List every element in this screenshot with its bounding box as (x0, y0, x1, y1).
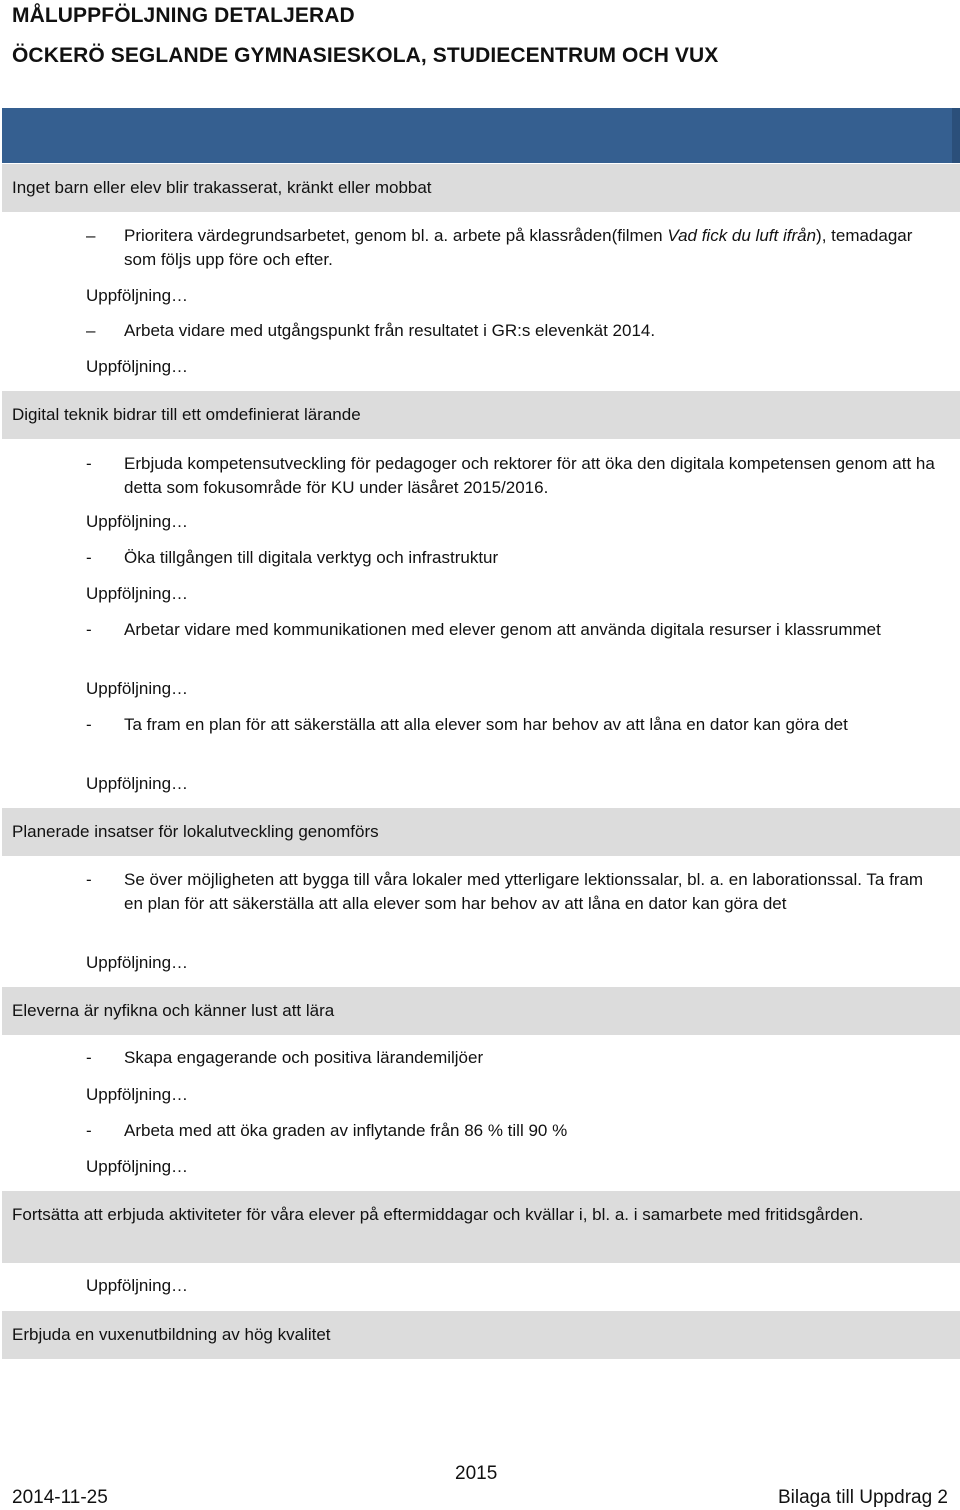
list-item-text: Öka tillgången till digitala verktyg och infrastruktur (124, 548, 499, 567)
list-dash: - (86, 715, 92, 734)
section-heading: Fortsätta att erbjuda aktiviteter för våra elever på eftermiddagar och kvällar i, bl. a. i samarbete med fritidsgården. (2, 1191, 960, 1263)
list-dash: - (86, 454, 92, 473)
followup-label: Uppföljning… (86, 1157, 189, 1176)
list-item (86, 546, 946, 570)
followup-label: Uppföljning… (86, 512, 189, 531)
section-heading: Erbjuda en vuxenutbildning av hög kvalitet (2, 1311, 960, 1359)
section-heading: Digital teknik bidrar till ett omdefinierat lärande (2, 391, 960, 439)
followup-label: Uppföljning… (86, 1276, 189, 1295)
list-dash: – (86, 321, 96, 340)
list-item-text: Ta fram en plan för att säkerställa att alla elever som har behov av att låna en dator kan göra det (124, 715, 848, 734)
followup-label: Uppföljning… (86, 1085, 189, 1104)
list-item-text: Arbeta med att öka graden av inflytande från 86 % till 90 % (124, 1121, 568, 1140)
list-item (86, 224, 946, 272)
list-item (86, 1119, 946, 1143)
list-dash: - (86, 870, 92, 889)
list-item-text: Se över möjligheten att bygga till våra lokaler med ytterligare lektionssalar, bl. a. en laborationssal. Ta fram en plan för att säkerställa att alla elever som har behov av att låna en dator kan göra det (124, 870, 924, 913)
section-heading: Planerade insatser för lokalutveckling genomförs (2, 808, 960, 856)
list-item-text: Erbjuda kompetensutveckling för pedagoger och rektorer för att öka den digitala kompetensen genom att ha detta som fokusområde för KU under läsåret 2015/2016. (124, 454, 935, 497)
list-item-text: Arbetar vidare med kommunikationen med elever genom att använda digitala resurser i klassrummet (124, 620, 881, 639)
page-title: MÅLUPPFÖLJNING DETALJERAD (12, 4, 355, 27)
followup-label: Uppföljning… (86, 953, 189, 972)
followup-label: Uppföljning… (86, 286, 189, 305)
footer-year: 2015 (455, 1463, 498, 1484)
list-item (86, 618, 946, 642)
list-item (86, 1046, 946, 1070)
list-item-text: Arbeta vidare med utgångspunkt från resultatet i GR:s elevenkät 2014. (124, 321, 656, 340)
footer-attachment-label: Bilaga till Uppdrag 2 (777, 1487, 948, 1508)
footer-date: 2014-11-25 (12, 1487, 108, 1508)
list-dash: - (86, 1121, 92, 1140)
list-item-text: Prioritera värdegrundsarbetet, genom bl. a. arbete på klassråden(filmen Vad fick du luft ifrån), temadagar som följs upp före och efter. (124, 226, 913, 269)
list-dash: - (86, 1048, 92, 1067)
header-bar (2, 108, 960, 163)
list-item (86, 713, 946, 737)
section-heading: Inget barn eller elev blir trakasserat, kränkt eller mobbat (2, 164, 960, 212)
followup-label: Uppföljning… (86, 357, 189, 376)
list-item (86, 452, 946, 500)
list-item (86, 868, 946, 916)
header-bar-edge (952, 108, 960, 163)
list-item-text: Skapa engagerande och positiva lärandemiljöer (124, 1048, 484, 1067)
list-dash: - (86, 620, 92, 639)
list-dash: – (86, 226, 96, 245)
followup-label: Uppföljning… (86, 679, 189, 698)
list-item (86, 319, 946, 343)
page-subtitle: ÖCKERÖ SEGLANDE GYMNASIESKOLA, STUDIECENTRUM OCH VUX (12, 44, 719, 67)
followup-label: Uppföljning… (86, 774, 189, 793)
list-dash: - (86, 548, 92, 567)
section-heading: Eleverna är nyfikna och känner lust att lära (2, 987, 960, 1035)
followup-label: Uppföljning… (86, 584, 189, 603)
